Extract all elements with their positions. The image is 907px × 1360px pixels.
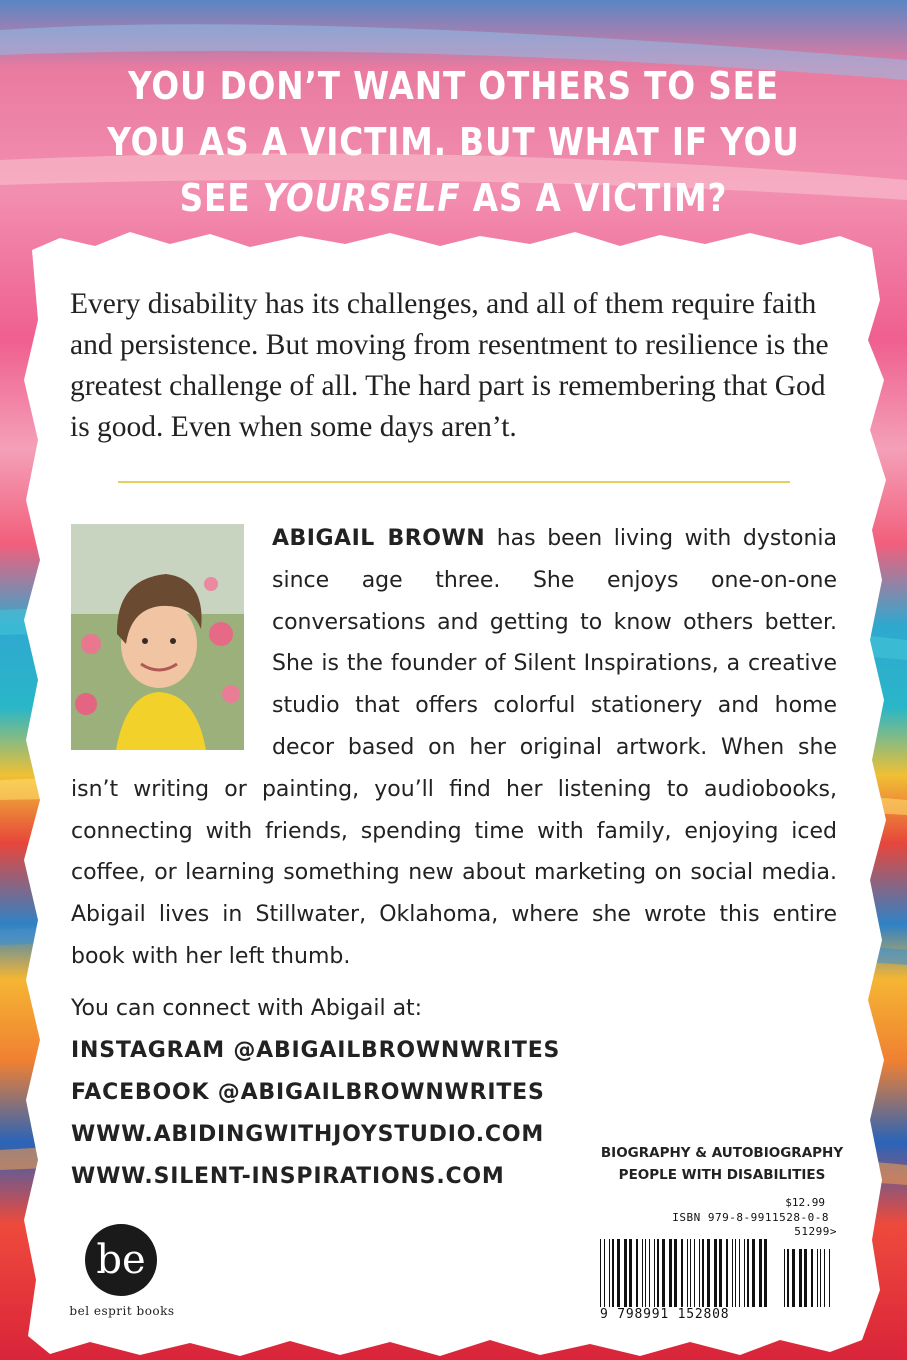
connect-intro: You can connect with Abigail at: [71, 996, 423, 1021]
connect-section [71, 988, 560, 1198]
divider-rule [118, 481, 790, 483]
intro-paragraph: Every disability has its challenges, and all of them require faith and persistence. But moving from resentment to resilience is the greatest challenge of all. The hard part is remembering that God is good. Even when some days aren’t. [70, 288, 829, 443]
category-line-1: BIOGRAPHY & AUTOBIOGRAPHY [600, 1145, 844, 1161]
headline-line-1: YOU DON’T WANT OTHERS TO SEE [128, 64, 779, 108]
book-category [593, 1142, 851, 1186]
author-name: ABIGAIL BROWN [272, 526, 486, 551]
publisher-name: bel esprit books [69, 1304, 175, 1318]
headline-emphasis: YOURSELF [262, 176, 461, 220]
publisher-logo [84, 1223, 158, 1297]
facebook-link[interactable]: FACEBOOK @ABIGAILBROWNWRITES [71, 1080, 545, 1105]
website-link-abidingwithjoy[interactable]: WWW.ABIDINGWITHJOYSTUDIO.COM [71, 1122, 545, 1147]
photo-spacer [71, 518, 272, 750]
barcode [586, 1194, 845, 1330]
barcode-price: $12.99 [785, 1196, 825, 1209]
publisher-logo-text: be [96, 1237, 146, 1283]
author-bio-text: has been living with dystonia since age three. She enjoys one-on-one conversations and getting to know others better. She is the founder of Silent Inspirations, a creative studio that offers colorful stationery and home decor based on her original artwork. When she isn’t writing or painting, you’ll find her listening to audiobooks, connecting with friends, spending time with family, enjoying iced coffee, or learning something new about marketing on social media. Abigail lives in Stillwater, Oklahoma, where she wrote this entire book with her left thumb. [71, 526, 837, 969]
headline [63, 58, 843, 226]
headline-line-3 [63, 170, 843, 226]
barcode-number: 9 798991 152808 [600, 1307, 730, 1322]
instagram-link[interactable]: INSTAGRAM @ABIGAILBROWNWRITES [71, 1038, 561, 1063]
barcode-addon-number: 51299> [794, 1225, 837, 1238]
website-link-silent-inspirations[interactable]: WWW.SILENT-INSPIRATIONS.COM [71, 1164, 505, 1189]
headline-line-3-post: AS A VICTIM? [460, 176, 728, 220]
barcode-bars [600, 1239, 836, 1307]
barcode-isbn: ISBN 979-8-9911528-0-8 [672, 1211, 829, 1224]
headline-line-3-pre: SEE [179, 176, 263, 220]
headline-line-2: YOU AS A VICTIM. BUT WHAT IF YOU [107, 120, 800, 164]
category-line-2: PEOPLE WITH DISABILITIES [618, 1167, 826, 1183]
author-bio [71, 518, 837, 978]
